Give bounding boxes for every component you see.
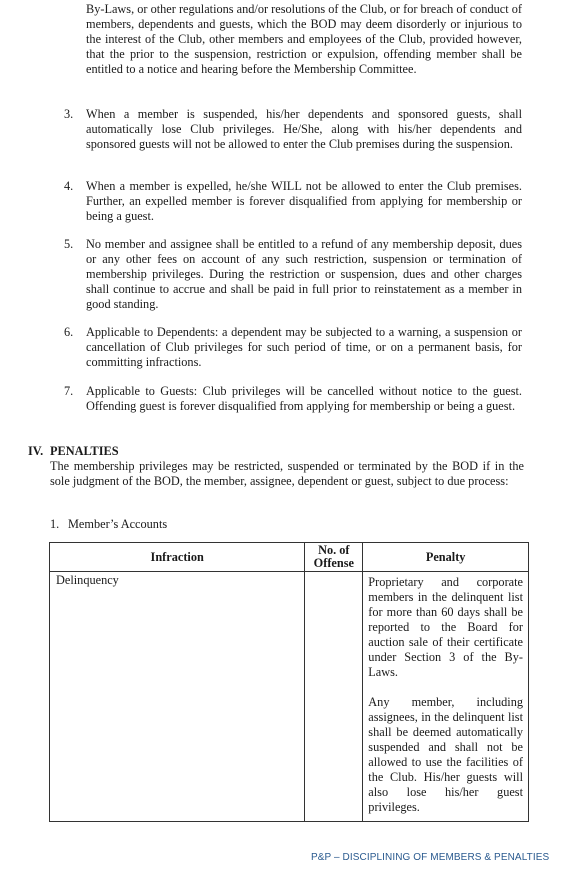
penalties-table: [49, 542, 529, 822]
penalty-paragraph: Any member, including assignees, in the delinquent list shall be deemed automatically suspended and shall not be allowed to use the facilities of the Club. His/her guests will also lose his/her guest privileges.: [368, 695, 523, 814]
section-title: PENALTIES: [50, 444, 119, 458]
offense-cell: [305, 572, 363, 822]
infraction-cell: Delinquency: [50, 572, 305, 822]
list-item: [64, 107, 522, 152]
list-item-number: 5.: [64, 237, 74, 251]
list-item-number: 4.: [64, 179, 74, 193]
penalty-paragraph: Proprietary and corporate members in the delinquent list for more than 60 days shall be reported to the Board for auction sale of their certificate under Section 3 of the By-Laws.: [368, 575, 523, 679]
list-item-text: Applicable to Guests: Club privileges will be cancelled without notice to the guest. Offending guest is forever disqualified from applying for membership or being a guest.: [86, 384, 522, 413]
header-offense-line2: Offense: [313, 556, 354, 570]
header-penalty: Penalty: [363, 543, 529, 572]
page-footer: P&P – DISCIPLINING OF MEMBERS & PENALTIES: [311, 852, 550, 863]
list-item: [64, 179, 522, 224]
list-item-number: 6.: [64, 325, 74, 339]
list-item-text: When a member is suspended, his/her dependents and sponsored guests, shall automatically lose Club privileges. He/She, along with his/her dependents and sponsored guests will not be allowed to enter the Club premises during the suspension.: [86, 107, 522, 151]
continuation-paragraph: By-Laws, or other regulations and/or resolutions of the Club, or for breach of conduct of members, dependents and guests, which the BOD may deem disorderly or injurious to the interest of the Club, other members and employees of the Club, provided however, that the prior to the suspension, restriction or expulsion, offending member shall be entitled to a notice and hearing before the Membership Committee.: [86, 2, 522, 76]
penalty-cell: [363, 572, 529, 822]
subsection-title: Member’s Accounts: [68, 517, 168, 531]
subsection-number: 1.: [50, 517, 60, 531]
list-item-number: 3.: [64, 107, 74, 121]
list-item: [64, 325, 522, 370]
list-item: [64, 237, 522, 312]
section-number: IV.: [28, 444, 44, 458]
header-offense-line1: No. of: [318, 543, 350, 557]
header-no-of-offense: [305, 543, 363, 572]
section-intro: The membership privileges may be restricted, suspended or terminated by the BOD if in the sole judgment of the BOD, the member, assignee, dependent or guest, subject to due process:: [50, 459, 524, 488]
table-row: [50, 572, 529, 822]
list-item-text: When a member is expelled, he/she WILL not be allowed to enter the Club premises. Further, an expelled member is forever disqualified from applying for membership or being a guest.: [86, 179, 522, 223]
header-infraction: Infraction: [50, 543, 305, 572]
list-item: [64, 384, 522, 414]
list-item-text: No member and assignee shall be entitled to a refund of any membership deposit, dues or any other fees on account of any such restriction, suspension or termination of membership privileges. During the restriction or suspension, dues and other charges shall continue to accrue and shall be paid in full prior to reinstatement as a member in good standing.: [86, 237, 522, 311]
list-item-text: Applicable to Dependents: a dependent may be subjected to a warning, a suspension or cancellation of Club privileges for such period of time, or on a permanent basis, for committing infractions.: [86, 325, 522, 369]
subsection-heading: [50, 517, 167, 532]
list-item-number: 7.: [64, 384, 74, 398]
section-heading: [28, 444, 119, 459]
table-header-row: [50, 543, 529, 572]
